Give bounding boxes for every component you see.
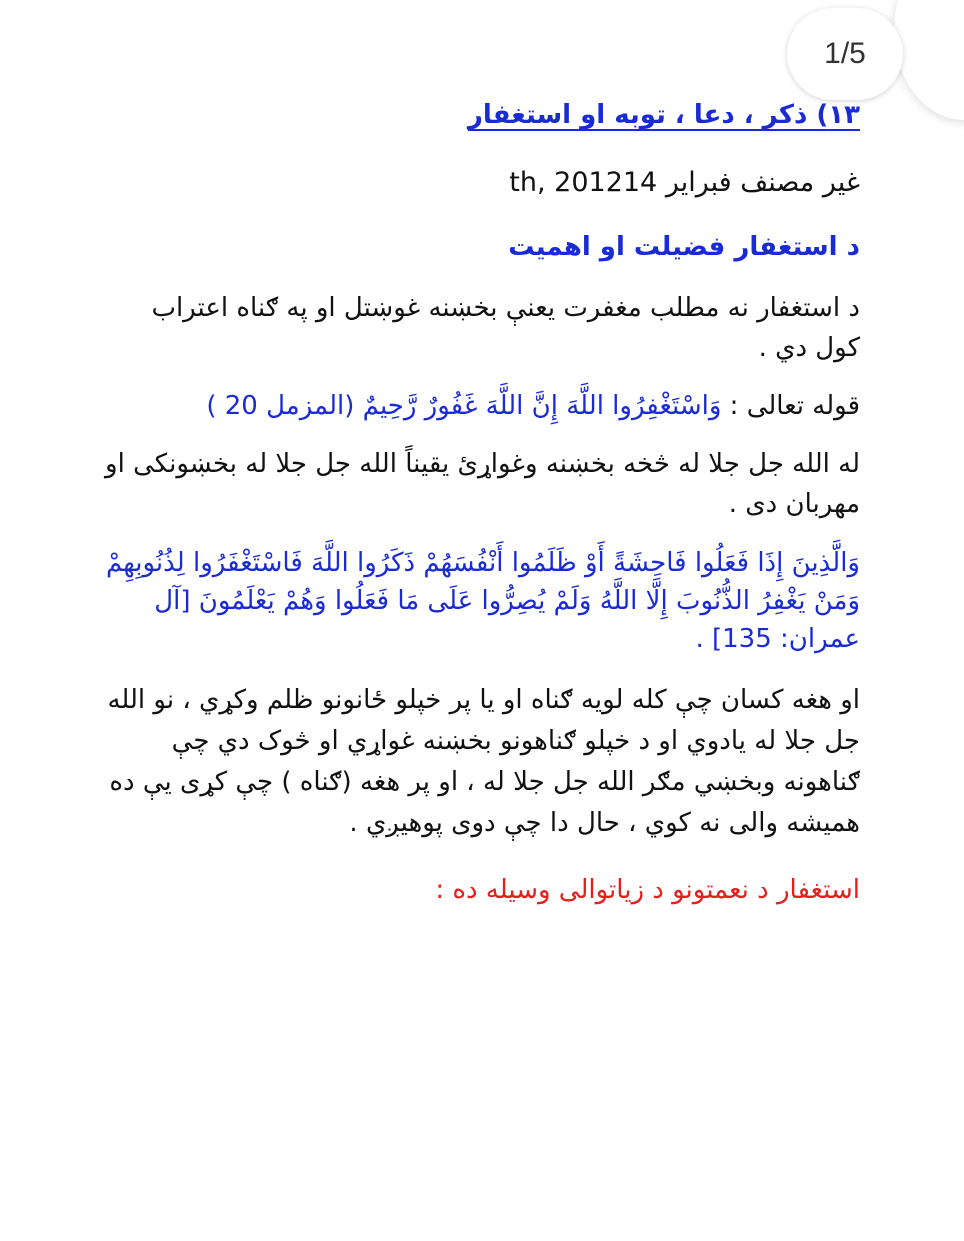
section-heading: د استغفار فضیلت او اهمیت [508, 232, 860, 262]
page-indicator [787, 8, 903, 100]
document-title [100, 92, 860, 138]
document-body [100, 92, 860, 910]
paragraph-definition: د استغفار نه مطلب مغفرت يعنې بخښنه غوښتل او په ګناه اعتراب کول دي . [151, 293, 860, 363]
page-number-label: 1/5 [824, 37, 866, 70]
page-corner-decoration [894, 0, 964, 120]
verse-prefix: قوله تعالی : [721, 391, 860, 421]
paragraph-translation-1: له الله جل جلا له څخه بخښنه وغواړئ يقيناً الله جل جلا له بخښونکی او مهربان دی . [105, 449, 860, 519]
verse-quote-1 [100, 386, 860, 426]
paragraph-subheading-red: استغفار د نعمتونو د زياتوالی وسيله ده : [435, 875, 860, 905]
verse-text-muzzammil: وَاسْتَغْفِرُوا اللَّهَ إِنَّ اللَّهَ غَفُورٌ رَّحِيمٌ (المزمل 20 ) [206, 391, 722, 421]
paragraph-translation-2: او هغه کسان چې کله لويه ګناه او يا پر خپلو ځانونو ظلم وکړي ، نو الله جل جلا له يادوي او د خپلو ګناهونو بخښنه غواړي او څوک دي چې ګناهونه وبخښي مګر الله جل جلا له ، او پر هغه (ګناه ) چې کړی يې ده هميشه والی نه کوي ، حال دا چې دوی پوهيږي . [107, 685, 860, 838]
verse-quote-2: وَالَّذِينَ إِذَا فَعَلُوا فَاحِشَةً أَوْ ظَلَمُوا أَنْفُسَهُمْ ذَكَرُوا اللَّهَ فَاسْتَغْفَرُوا لِذُنُوبِهِمْ وَمَنْ يَغْفِرُ الذُّنُوبَ إِلَّا اللَّهُ وَلَمْ يُصِرُّوا عَلَى مَا فَعَلُوا وَهُمْ يَعْلَمُونَ [آل عمران: 135] . [105, 548, 860, 654]
document-title-text: ١٣) ذکر ، دعا ، توبه او استغفار [467, 100, 860, 130]
document-meta: غير مصنف فبراير th, 201214 [509, 167, 860, 198]
